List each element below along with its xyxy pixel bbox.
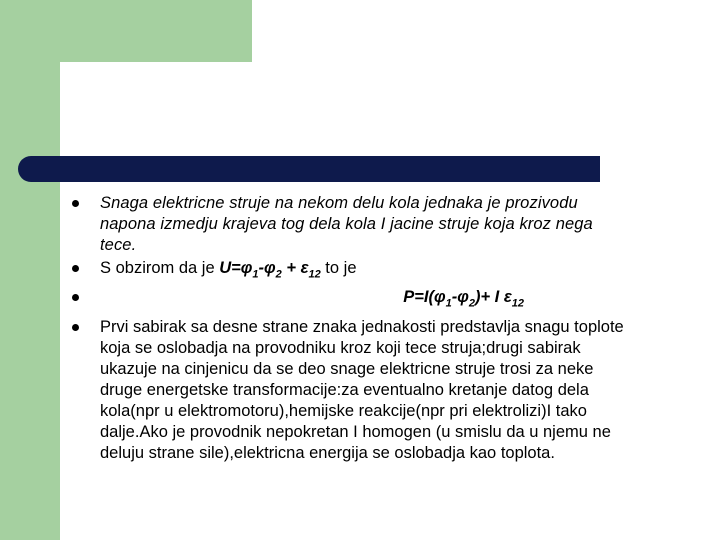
bullet-text: Prvi sabirak sa desne strane znaka jednakosti predstavlja snagu toplote koja se oslobadja na provodniku kroz koji tece struja;drugi sabirak ukazuje na cinjenicu da se deo snage elektricne struje trosi za neke druge energetske transformacije:za eventualno kretanje datog dela kola(npr u elektromotoru),hemijske reakcije(npr pri elektrolizi)I tako dalje.Ako je provodnik nepokretan I homogen (u smislu da u njemu ne deluju strane sile),elektricna energija se oslobadja kao toplota. xyxy=(100,317,624,462)
bullet-icon xyxy=(72,294,79,301)
list-item xyxy=(72,317,632,464)
bullet-list xyxy=(72,193,632,466)
list-item xyxy=(72,258,632,285)
formula-voltage: $U=\varphi_1-\varphi_2 + \varepsilon_{12}$ xyxy=(219,259,321,281)
bullet-icon xyxy=(72,324,79,331)
decorative-green-band-left xyxy=(0,0,60,540)
bullet-prefix: S obzirom da je xyxy=(100,259,220,277)
list-item xyxy=(72,287,632,314)
bullet-suffix: to je xyxy=(320,259,357,277)
title-bar xyxy=(18,156,600,182)
bullet-icon xyxy=(72,265,79,272)
bullet-text: Snaga elektricne struje na nekom delu kola jednaka je prozivodu napona izmedju krajeva tog dela kola I jacine struje koja kroz nega tece. xyxy=(100,194,593,254)
formula-power: $P=I(\varphi_1-\varphi_2)+ I$ $\varepsilon_{12}$ xyxy=(403,288,524,310)
bullet-icon xyxy=(72,200,79,207)
list-item xyxy=(72,193,632,256)
